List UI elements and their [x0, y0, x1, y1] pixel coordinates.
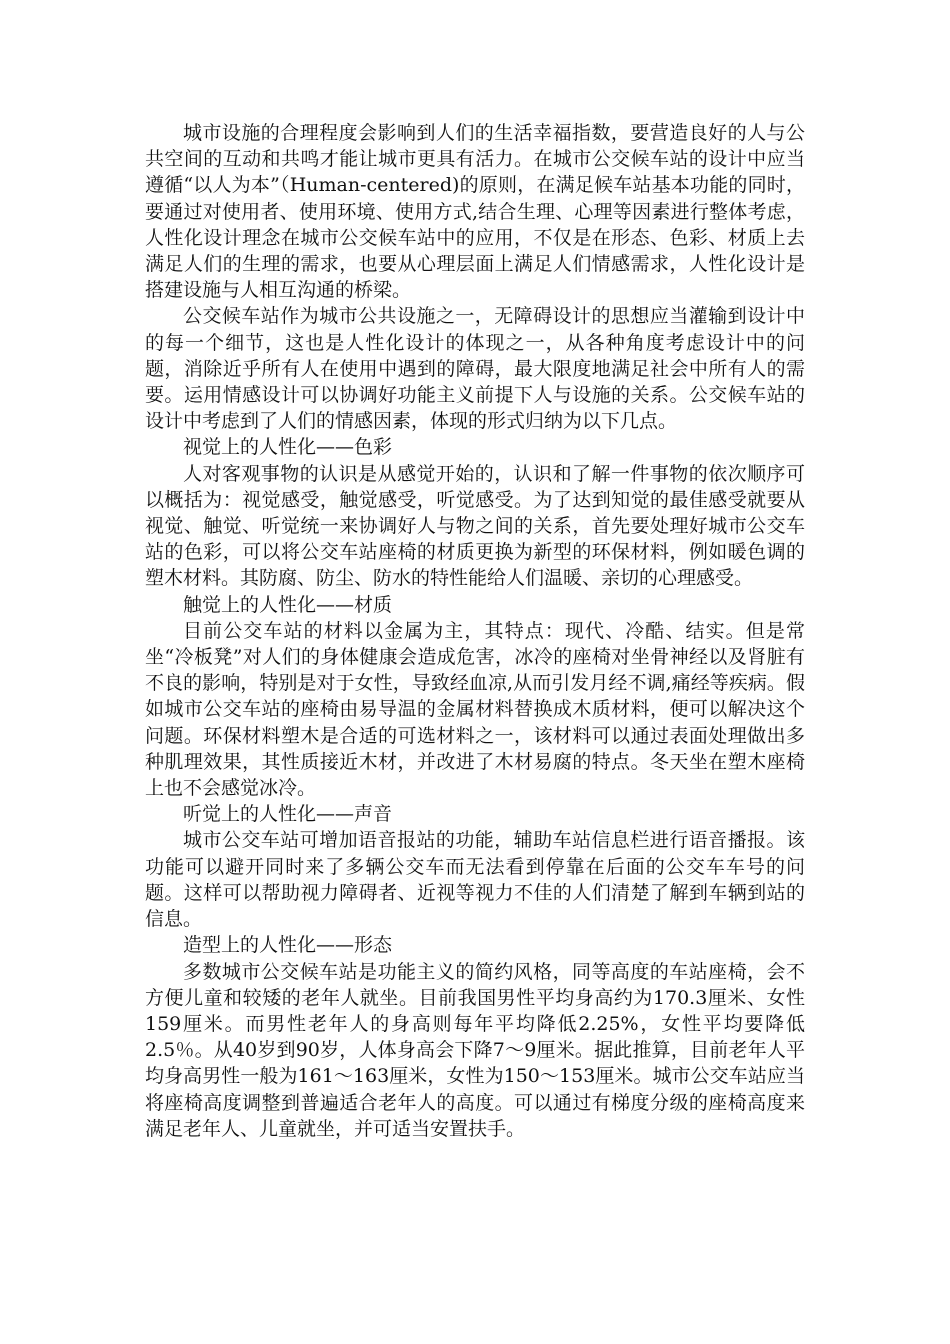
paragraph-form: 多数城市公交候车站是功能主义的简约风格，同等高度的车站座椅，会不方便儿童和较矮的老年人就坐。目前我国男性平均身高约为170.3厘米、女性159厘米。而男性老年人的身高则每年平均降低2.25%，女性平均要降低2.5％。从40岁到90岁，人体身高会下降7～9厘米。据此推算，目前老年人平均身高男性一般为161～163厘米，女性为150～153厘米。城市公交车站应当将座椅高度调整到普遍适合老年人的高度。可以通过有梯度分级的座椅高度来满足老年人、儿童就坐，并可适当安置扶手。 [145, 960, 805, 1140]
paragraph-material: 目前公交车站的材料以金属为主，其特点：现代、冷酷、结实。但是常坐“冷板凳”对人们的身体健康会造成危害，冰冷的座椅对坐骨神经以及肾脏有不良的影响，特别是对于女性，导致经血凉,从而引发月经不调,痛经等疾病。假如城市公交车站的座椅由易导温的金属材料替换成木质材料，便可以解决这个问题。环保材料塑木是合适的可选材料之一，该材料可以通过表面处理做出多种肌理效果，其性质接近木材，并改进了木材易腐的特点。冬天坐在塑木座椅上也不会感觉冰冷。 [145, 619, 805, 800]
paragraph-sound: 城市公交车站可增加语音报站的功能，辅助车站信息栏进行语音播报。该功能可以避开同时来了多辆公交车而无法看到停靠在后面的公交车车号的问题。这样可以帮助视力障碍者、近视等视力不佳的人们清楚了解到车辆到站的信息。 [145, 829, 805, 931]
section-heading-color: 视觉上的人性化——色彩 [183, 436, 393, 459]
paragraph-color: 人对客观事物的认识是从感觉开始的，认识和了解一件事物的依次顺序可以概括为：视觉感受，触觉感受，听觉感受。为了达到知觉的最佳感受就要从视觉、触觉、听觉统一来协调好人与物之间的关系，首先要处理好城市公交车站的色彩，可以将公交车站座椅的材质更换为新型的环保材料，例如暖色调的塑木材料。其防腐、防尘、防水的特性能给人们温暖、亲切的心理感受。 [145, 462, 805, 590]
paragraph-accessibility: 公交候车站作为城市公共设施之一，无障碍设计的思想应当灌输到设计中的每一个细节，这也是人性化设计的体现之一，从各种角度考虑设计中的问题，消除近乎所有人在使用中遇到的障碍，最大限度地满足社会中所有人的需要。运用情感设计可以协调好功能主义前提下人与设施的关系。公交候车站的设计中考虑到了人们的情感因素，体现的形式归纳为以下几点。 [145, 305, 805, 433]
section-heading-sound: 听觉上的人性化——声音 [183, 803, 393, 826]
paragraph-intro: 城市设施的合理程度会影响到人们的生活幸福指数，要营造良好的人与公共空间的互动和共鸣才能让城市更具有活力。在城市公交候车站的设计中应当遵循“以人为本”（Human-centered)的原则，在满足候车站基本功能的同时，要通过对使用者、使用环境、使用方式,结合生理、心理等因素进行整体考虑，人性化设计理念在城市公交候车站中的应用，不仅是在形态、色彩、材质上去满足人们的生理的需求，也要从心理层面上满足人们情感需求，人性化设计是搭建设施与人相互沟通的桥梁。 [145, 122, 805, 302]
section-heading-material: 触觉上的人性化——材质 [183, 593, 393, 616]
document-page [145, 120, 805, 1142]
section-heading-form: 造型上的人性化——形态 [183, 934, 393, 957]
